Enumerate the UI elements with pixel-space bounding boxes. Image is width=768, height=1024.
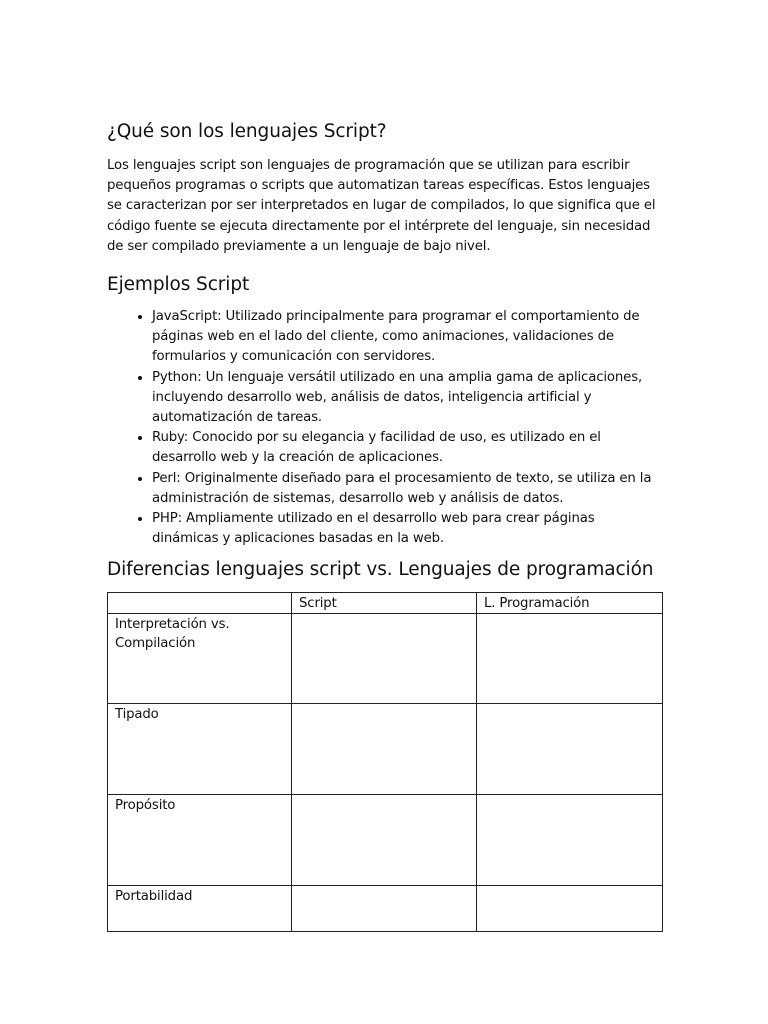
table-cell — [292, 614, 477, 704]
list-item-javascript: • JavaScript: Utilizado principalmente para programar el comportamiento de páginas web en el lado del cliente, como animaciones, validaciones de formularios y comunicación con servidores. — [152, 307, 663, 368]
section-title-ejemplos: Ejemplos Script — [107, 274, 250, 296]
table-cell — [292, 704, 477, 795]
table-cell-label: Portabilidad — [108, 886, 292, 932]
table-cell — [477, 886, 663, 932]
table-cell-label: Interpretación vs. Compilación — [108, 614, 292, 704]
list-item-perl: • Perl: Originalmente diseñado para el procesamiento de texto, se utiliza en la administración de sistemas, desarrollo web y análisis de datos. — [152, 469, 663, 509]
table-header-script: Script — [292, 593, 477, 614]
table-row — [108, 886, 663, 932]
table-row — [108, 614, 663, 704]
table-cell-label: Tipado — [108, 704, 292, 795]
table-cell — [477, 704, 663, 795]
section-title-diferencias: Diferencias lenguajes script vs. Lenguajes de programación — [107, 559, 654, 581]
table-header-row — [108, 593, 663, 614]
table-header-programacion: L. Programación — [477, 593, 663, 614]
comparison-table — [107, 592, 663, 932]
list-item-php: • PHP: Ampliamente utilizado en el desarrollo web para crear páginas dinámicas y aplicaciones basadas en la web. — [152, 509, 663, 549]
table-cell — [292, 886, 477, 932]
table-row — [108, 704, 663, 795]
table-cell-label: Propósito — [108, 795, 292, 886]
table-cell — [477, 614, 663, 704]
examples-list — [107, 307, 663, 549]
table-cell — [477, 795, 663, 886]
section-title-que-son: ¿Qué son los lenguajes Script? — [107, 121, 387, 142]
list-item-ruby: • Ruby: Conocido por su elegancia y facilidad de uso, es utilizado en el desarrollo web y la creación de aplicaciones. — [152, 428, 663, 468]
document-page — [107, 118, 663, 932]
table-header-empty — [108, 593, 292, 614]
list-item-python: • Python: Un lenguaje versátil utilizado en una amplia gama de aplicaciones, incluyendo desarrollo web, análisis de datos, inteligencia artificial y automatización de tareas. — [152, 368, 663, 429]
table-cell — [292, 795, 477, 886]
intro-paragraph: Los lenguajes script son lenguajes de programación que se utilizan para escribir pequeños programas o scripts que automatizan tareas específicas. Estos lenguajes se caracterizan por ser interpretados en lugar de compilados, lo que significa que el código fuente se ejecuta directamente por el intérprete del lenguaje, sin necesidad de ser compilado previamente a un lenguaje de bajo nivel. — [107, 158, 656, 254]
table-row — [108, 795, 663, 886]
